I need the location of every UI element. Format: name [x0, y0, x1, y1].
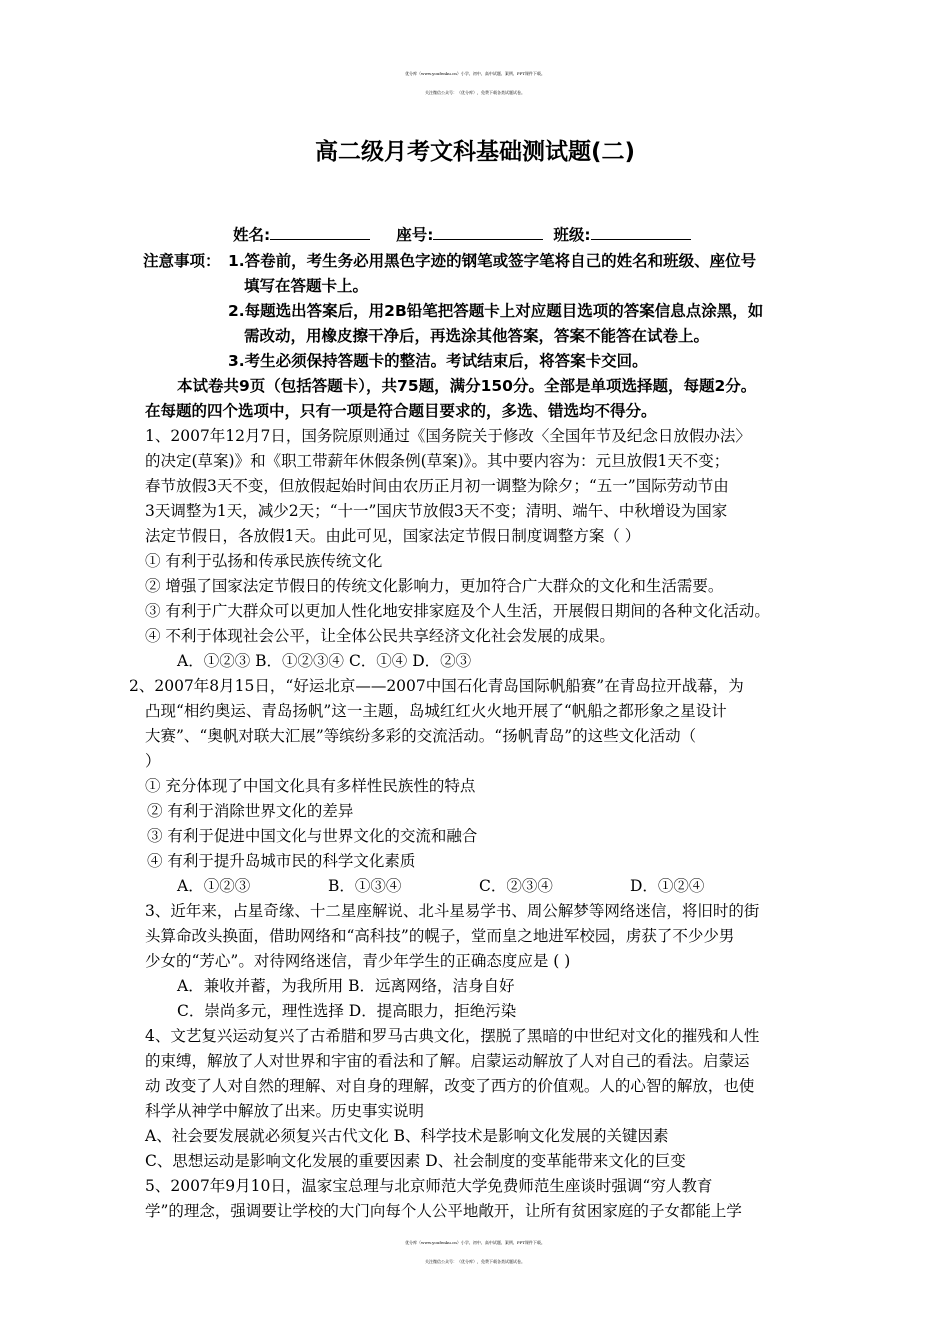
q2-line-2: 凸现“相约奥运、青岛扬帆”这一主题，岛城红红火火地开展了“帆船之都形象之星设计: [145, 702, 727, 720]
q2-line-3: 大赛”、“奥帆对联大汇展”等缤纷多彩的交流活动。“扬帆青岛”的这些文化活动（: [145, 727, 697, 745]
q1-line-3: 春节放假3天不变，但放假起始时间由农历正月初一调整为除夕；“五一”国际劳动节由: [145, 477, 729, 495]
footer-line-1: 优分库（www.youfenku.cn）小学、初中、高中试题、案例、PPT课件下载。: [405, 1240, 545, 1245]
q2-option-a: A．①②③: [177, 877, 251, 895]
footer-line-2: 关注微信公众号：（优分库），免费下载各类试题试卷。: [425, 1259, 525, 1264]
name-blank: [270, 225, 370, 240]
q2-statement-3: ③ 有利于促进中国文化与世界文化的交流和融合: [147, 827, 478, 845]
q1-options: A．①②③ B．①②③④ C．①④ D．②③: [177, 652, 472, 670]
q3-options-ab: A．兼收并蓄，为我所用 B．远离网络，洁身自好: [177, 977, 515, 995]
header-line-2: 关注微信公众号：（优分库），免费下载各类试题试卷。: [425, 90, 525, 95]
q3-line-2: 头算命改头换面，借助网络和“高科技”的幌子，堂而皇之地进军校园，虏获了不少少男: [145, 927, 735, 945]
q2-option-c: C．②③④: [479, 877, 553, 895]
q4-line-3: 动 改变了人对自然的理解、对自身的理解，改变了西方的价值观。人的心智的解放，也使: [145, 1077, 755, 1095]
q4-line-2: 的束缚，解放了人对世界和宇宙的看法和了解。启蒙运动解放了人对自己的看法。启蒙运: [145, 1052, 750, 1070]
q3-options-cd: C．崇尚多元，理性选择 D．提高眼力，拒绝污染: [177, 1002, 517, 1020]
q1-line-2: 的决定(草案)》和《职工带薪年休假条例(草案)》。其中要内容为：元旦放假1天不变；: [145, 452, 730, 470]
header-line-1: 优分库（www.youfenku.cn）小学、初中、高中试题、案例、PPT课件下载。: [405, 71, 545, 76]
q1-statement-1: ① 有利于弘扬和传承民族传统文化: [145, 552, 383, 570]
note-1-line-1: 1.答卷前，考生务必用黑色字迹的钢笔或签字笔将自己的姓名和班级、座位号: [228, 252, 757, 270]
student-info-row: [233, 224, 691, 246]
q4-line-1: 4、文艺复兴运动复兴了古希腊和罗马古典文化，摆脱了黑暗的中世纪对文化的摧残和人性: [145, 1027, 760, 1045]
class-blank: [591, 225, 691, 240]
q3-line-3: 少女的“芳心”。对待网络迷信，青少年学生的正确态度应是 ( ): [145, 952, 571, 970]
seat-blank: [433, 225, 543, 240]
instructions-line-2: 在每题的四个选项中，只有一项是符合题目要求的，多选、错选均不得分。: [145, 402, 657, 420]
q1-statement-4: ④ 不利于体现社会公平，让全体公民共享经济文化社会发展的成果。: [145, 627, 615, 645]
q1-line-5: 法定节假日，各放假1天。由此可见，国家法定节假日制度调整方案（ ）: [145, 527, 641, 545]
q1-line-4: 3天调整为1天，减少2天；“十一”国庆节放假3天不变；清明、端午、中秋增设为国家: [145, 502, 728, 520]
q2-option-b: B．①③④: [328, 877, 402, 895]
q2-line-1: 2、2007年8月15日，“好运北京——2007中国石化青岛国际帆船赛”在青岛拉开战幕，为: [129, 677, 744, 695]
q4-options-cd: C、思想运动是影响文化发展的重要因素 D、社会制度的变革能带来文化的巨变: [145, 1152, 686, 1170]
q4-options-ab: A、社会要发展就必须复兴古代文化 B、科学技术是影响文化发展的关键因素: [145, 1127, 669, 1145]
q2-statement-4: ④ 有利于提升岛城市民的科学文化素质: [147, 852, 416, 870]
q3-line-1: 3、近年来，占星奇缘、十二星座解说、北斗星易学书、周公解梦等网络迷信，将旧时的街: [145, 902, 760, 920]
name-label: 姓名:: [233, 226, 271, 244]
page-title: 高二级月考文科基础测试题(二): [314, 139, 636, 165]
q1-statement-2: ② 增强了国家法定节假日的传统文化影响力，更加符合广大群众的文化和生活需要。: [145, 577, 724, 595]
q2-line-4: ）: [145, 752, 161, 770]
q2-statement-1: ① 充分体现了中国文化具有多样性民族性的特点: [145, 777, 476, 795]
q1-statement-3: ③ 有利于广大群众可以更加人性化地安排家庭及个人生活，开展假日期间的各种文化活动。: [145, 602, 770, 620]
instructions-line-1: 本试卷共9页（包括答题卡），共75题，满分150分。全部是单项选择题，每题2分。: [177, 377, 757, 395]
seat-label: 座号:: [396, 226, 434, 244]
class-label: 班级:: [553, 226, 591, 244]
note-2-line-2: 需改动，用橡皮擦干净后，再选涂其他答案，答案不能答在试卷上。: [244, 327, 710, 345]
note-2-line-1: 2.每题选出答案后，用2B铅笔把答题卡上对应题目选项的答案信息点涂黑，如: [228, 302, 764, 320]
note-3: 3.考生必须保持答题卡的整洁。考试结束后，将答案卡交回。: [228, 352, 648, 370]
q4-line-4: 科学从神学中解放了出来。历史事实说明: [145, 1102, 425, 1120]
q5-line-1: 5、2007年9月10日，温家宝总理与北京师范大学免费师范生座谈时强调“穷人教育: [145, 1177, 713, 1195]
q2-option-d: D．①②④: [630, 877, 705, 895]
q2-statement-2: ② 有利于消除世界文化的差异: [147, 802, 354, 820]
q5-line-2: 学”的理念，强调要让学校的大门向每个人公平地敞开，让所有贫困家庭的子女都能上学: [145, 1202, 742, 1220]
notes-label: 注意事项：: [143, 252, 221, 270]
note-1-line-2: 填写在答题卡上。: [244, 277, 369, 295]
q1-line-1: 1、2007年12月7日，国务院原则通过《国务院关于修改〈全国年节及纪念日放假办法〉: [145, 427, 751, 445]
